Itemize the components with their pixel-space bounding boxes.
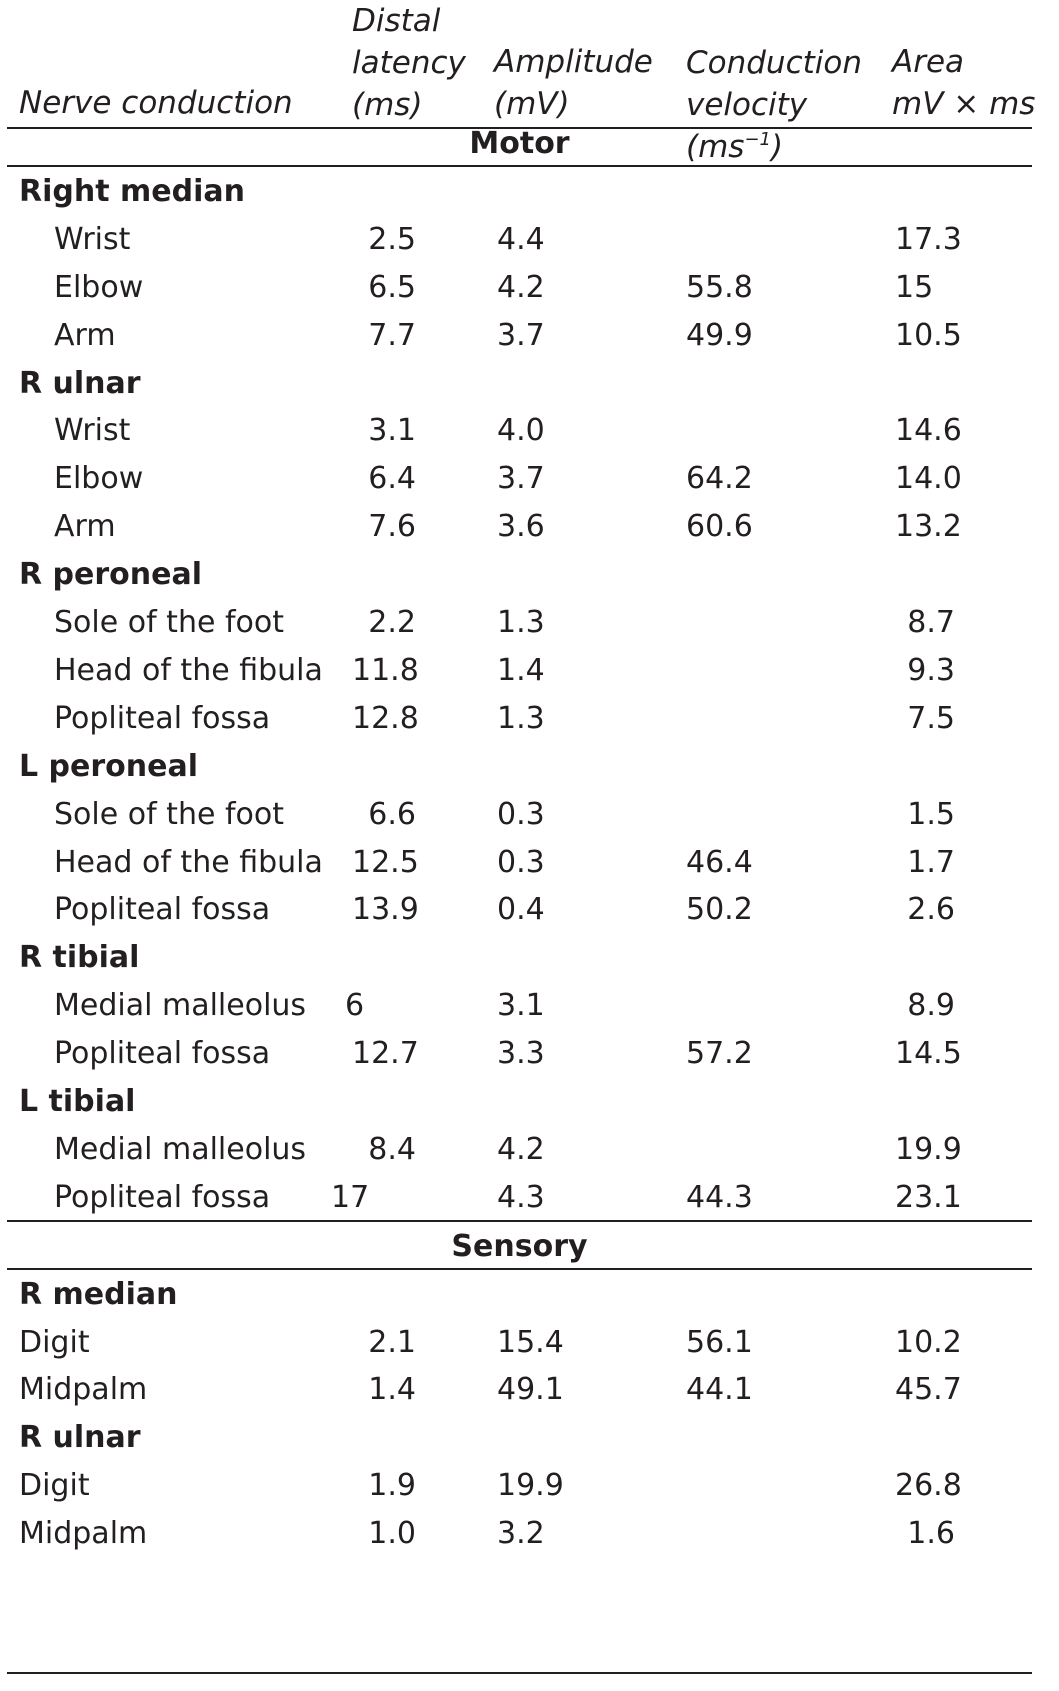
site-cell: Popliteal fossa [54,700,271,736]
amplitude-cell: 4.2 [497,269,545,305]
conduction-velocity-cell: 44.1 [686,1372,753,1408]
group-name: Right median [19,173,245,209]
conduction-velocity-cell: 64.2 [686,461,753,497]
table-row [0,645,1059,697]
group-name: R ulnar [19,365,141,401]
distal-latency-cell: 8.4 [368,1131,416,1167]
site-cell: Popliteal fossa [54,1179,271,1215]
distal-latency-cell: 1.0 [368,1516,416,1552]
amplitude-cell: 4.0 [497,413,545,449]
site-cell: Popliteal fossa [54,1036,271,1072]
table-row [0,1364,1059,1416]
area-cell: 10.5 [895,317,962,353]
table-row [0,310,1059,362]
area-cell: 1.7 [907,844,955,880]
amplitude-cell: 3.3 [497,1036,545,1072]
group-row [0,1269,1059,1321]
amplitude-cell: 3.7 [497,461,545,497]
distal-latency-cell: 7.7 [368,317,416,353]
header-area: Area mV × ms [892,44,1036,122]
area-cell: 8.9 [907,988,955,1024]
site-cell: Elbow [54,269,144,305]
area-cell: 9.3 [907,652,955,688]
header-conduction-velocity-close: ) [771,129,784,165]
area-cell: 10.2 [895,1324,962,1360]
table-row [0,1317,1059,1369]
amplitude-cell: 3.6 [497,509,545,545]
header-conduction-velocity-label: Conduction velocity [686,45,863,123]
table-row [0,405,1059,457]
area-cell: 19.9 [895,1131,962,1167]
area-cell: 15 [895,269,934,305]
distal-latency-cell: 2.2 [368,605,416,640]
distal-latency-cell: 1.4 [368,1372,416,1408]
site-cell: Digit [19,1324,90,1360]
bottom-rule [7,1672,1032,1674]
site-cell: Midpalm [19,1372,148,1408]
distal-latency-cell: 2.5 [368,221,416,257]
amplitude-cell: 19.9 [497,1468,564,1504]
table-row [0,1028,1059,1080]
distal-latency-cell: 1.9 [368,1468,416,1504]
distal-latency-cell: 12.8 [352,700,419,736]
amplitude-cell: 0.4 [497,892,545,928]
group-row [0,549,1059,601]
table-row [0,262,1059,314]
header-distal-latency: Distal latency (ms) [352,3,466,123]
area-cell: 13.2 [895,509,962,545]
table-row [0,453,1059,505]
area-cell: 14.6 [895,413,962,449]
section-title-sensory: Sensory [451,1228,588,1264]
area-cell: 7.5 [907,700,955,736]
distal-latency-cell: 7.6 [368,509,416,545]
distal-latency-cell: 3.1 [368,413,416,449]
conduction-velocity-cell: 57.2 [686,1036,753,1072]
header-conduction-velocity-exponent: −1 [744,129,771,150]
table-row [0,597,1059,649]
conduction-velocity-cell: 50.2 [686,892,753,928]
area-cell: 14.5 [895,1036,962,1072]
amplitude-cell: 1.3 [497,700,545,736]
group-name: L tibial [19,1084,136,1119]
table-row [0,884,1059,936]
group-row [0,1412,1059,1464]
area-cell: 1.6 [907,1516,955,1552]
distal-latency-cell: 11.8 [352,652,419,688]
distal-latency-cell: 12.5 [352,844,419,880]
conduction-velocity-cell: 55.8 [686,269,753,305]
amplitude-cell: 3.1 [497,988,545,1024]
section-title-motor: Motor [469,126,570,161]
area-cell: 14.0 [895,461,962,497]
table-row [0,1508,1059,1560]
group-row [0,1076,1059,1128]
area-cell: 2.6 [907,892,955,928]
area-cell: 23.1 [895,1179,962,1215]
conduction-velocity-cell: 60.6 [686,509,753,545]
area-cell: 8.7 [907,605,955,640]
distal-latency-cell: 2.1 [368,1324,416,1360]
area-cell: 1.5 [907,796,955,832]
distal-latency-cell: 13.9 [352,892,419,928]
group-name: R ulnar [19,1420,141,1456]
table-row [0,1460,1059,1512]
distal-latency-cell: 12.7 [352,1036,419,1072]
table-row [0,980,1059,1032]
distal-latency-cell: 17 [331,1179,370,1215]
table-row [0,1124,1059,1176]
site-cell: Sole of the foot [54,605,284,640]
distal-latency-cell: 6 [345,988,365,1024]
amplitude-cell: 0.3 [497,844,545,880]
area-cell: 45.7 [895,1372,962,1408]
group-row [0,358,1059,410]
group-row [0,932,1059,984]
site-cell: Midpalm [19,1516,148,1552]
amplitude-cell: 4.2 [497,1131,545,1167]
distal-latency-cell: 6.5 [368,269,416,305]
amplitude-cell: 3.7 [497,317,545,353]
table-row [0,1172,1059,1224]
site-cell: Arm [54,509,116,545]
distal-latency-cell: 6.4 [368,461,416,497]
amplitude-cell: 3.2 [497,1516,545,1552]
site-cell: Elbow [54,461,144,497]
site-cell: Sole of the foot [54,796,284,832]
table-row [0,837,1059,889]
amplitude-cell: 1.4 [497,652,545,688]
site-cell: Digit [19,1468,90,1504]
table-row [0,501,1059,553]
header-nerve-conduction: Nerve conduction [19,85,293,121]
distal-latency-cell: 6.6 [368,796,416,832]
group-name: R peroneal [19,557,203,593]
amplitude-cell: 49.1 [497,1372,564,1408]
header-conduction-velocity-unit: (ms [686,129,745,165]
site-cell: Medial malleolus [54,988,307,1024]
site-cell: Medial malleolus [54,1131,307,1167]
amplitude-cell: 1.3 [497,605,545,640]
table-row [0,214,1059,266]
amplitude-cell: 15.4 [497,1324,564,1360]
group-name: R median [19,1276,178,1312]
conduction-velocity-cell: 49.9 [686,317,753,353]
site-cell: Head of the fibula [54,844,323,880]
site-cell: Wrist [54,221,131,257]
table-row [0,789,1059,841]
area-cell: 17.3 [895,221,962,257]
conduction-velocity-cell: 44.3 [686,1179,753,1215]
site-cell: Head of the fibula [54,652,323,688]
area-cell: 26.8 [895,1468,962,1504]
group-row [0,166,1059,218]
site-cell: Wrist [54,413,131,449]
table-row [0,693,1059,745]
site-cell: Popliteal fossa [54,892,271,928]
header-amplitude: Amplitude (mV) [494,44,653,122]
site-cell: Arm [54,317,116,353]
group-row [0,741,1059,793]
amplitude-cell: 0.3 [497,796,545,832]
group-name: L peroneal [19,748,199,784]
amplitude-cell: 4.4 [497,221,545,257]
group-name: R tibial [19,940,140,976]
amplitude-cell: 4.3 [497,1179,545,1215]
conduction-velocity-cell: 56.1 [686,1324,753,1360]
conduction-velocity-cell: 46.4 [686,844,753,880]
